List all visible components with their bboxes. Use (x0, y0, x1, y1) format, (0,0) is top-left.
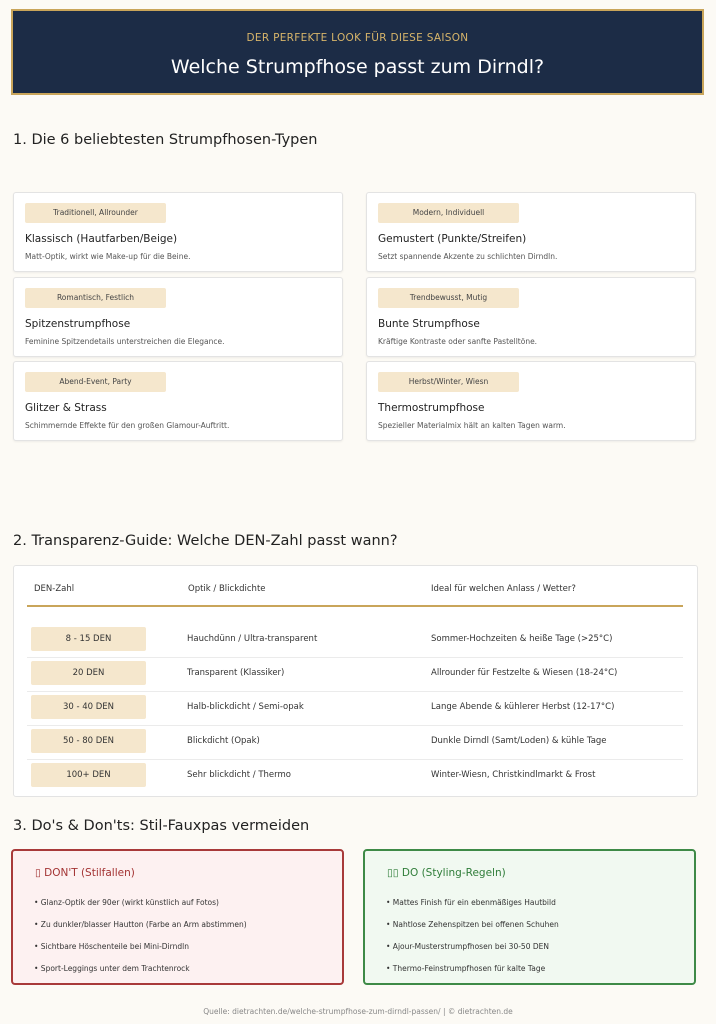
table-cell-anlass: Sommer-Hochzeiten & heiße Tage (>25°C) (431, 634, 613, 644)
den-badge: 100+ DEN (31, 763, 146, 787)
table-cell-optik: Halb-blickdicht / Semi-opak (187, 702, 304, 712)
header-banner (11, 9, 704, 95)
do-item: • Mattes Finish für ein ebenmäßiges Hautbild (386, 898, 556, 907)
card-title: Bunte Strumpfhose (378, 318, 480, 330)
den-badge: 50 - 80 DEN (31, 729, 146, 753)
table-header-optik: Optik / Blickdichte (188, 584, 266, 594)
table-row (14, 760, 699, 794)
do-item: • Thermo-Feinstrumpfhosen für kalte Tage (386, 964, 546, 973)
section-1-title: 1. Die 6 beliebtesten Strumpfhosen-Typen (13, 132, 318, 148)
card-title: Klassisch (Hautfarben/Beige) (25, 233, 178, 245)
card-desc: Spezieller Materialmix hält an kalten Tagen warm. (378, 421, 566, 430)
den-table (13, 565, 698, 797)
table-cell-anlass: Winter-Wiesn, Christkindlmarkt & Frost (431, 770, 596, 780)
dont-item: • Sichtbare Höschenteile bei Mini-Dirndln (34, 942, 189, 951)
table-row (14, 692, 699, 726)
card-title: Gemustert (Punkte/Streifen) (378, 233, 527, 245)
table-cell-optik: Hauchdünn / Ultra-transparent (187, 634, 318, 644)
den-badge: 30 - 40 DEN (31, 695, 146, 719)
table-header-rule (27, 605, 683, 607)
card-badge: Trendbewusst, Mutig (378, 288, 519, 308)
section-2-title: 2. Transparenz-Guide: Welche DEN-Zahl passt wann? (13, 533, 398, 549)
type-card (366, 192, 696, 272)
card-desc: Setzt spannende Akzente zu schlichten Dirndln. (378, 252, 558, 261)
dont-item: • Sport-Leggings unter dem Trachtenrock (34, 964, 190, 973)
card-badge: Modern, Individuell (378, 203, 519, 223)
do-panel (363, 849, 696, 985)
source-footer: Quelle: dietrachten.de/welche-strumpfhose-zum-dirndl-passen/ | © dietrachten.de (203, 1007, 513, 1016)
card-desc: Kräftige Kontraste oder sanfte Pastelltöne. (378, 337, 538, 346)
table-header-den: DEN-Zahl (34, 584, 75, 594)
card-title: Glitzer & Strass (25, 402, 107, 414)
table-cell-optik: Transparent (Klassiker) (187, 668, 285, 678)
table-cell-anlass: Dunkle Dirndl (Samt/Loden) & kühle Tage (431, 736, 607, 746)
card-desc: Feminine Spitzendetails unterstreichen die Elegance. (25, 337, 225, 346)
card-badge: Romantisch, Festlich (25, 288, 166, 308)
type-card (366, 361, 696, 441)
do-item: • Ajour-Musterstrumpfhosen bei 30-50 DEN (386, 942, 549, 951)
type-card (13, 361, 343, 441)
dont-item: • Zu dunkler/blasser Hautton (Farbe an Arm abstimmen) (34, 920, 247, 929)
table-cell-anlass: Lange Abende & kühlerer Herbst (12-17°C) (431, 702, 615, 712)
den-badge: 8 - 15 DEN (31, 627, 146, 651)
do-item: • Nahtlose Zehenspitzen bei offenen Schuhen (386, 920, 559, 929)
type-card (13, 277, 343, 357)
table-row (14, 658, 699, 692)
table-cell-optik: Sehr blickdicht / Thermo (187, 770, 291, 780)
table-header-anlass: Ideal für welchen Anlass / Wetter? (431, 584, 576, 594)
card-title: Thermostrumpfhose (378, 402, 485, 414)
table-row (14, 726, 699, 760)
den-badge: 20 DEN (31, 661, 146, 685)
header-kicker: DER PERFEKTE LOOK FÜR DIESE SAISON (246, 32, 469, 44)
dont-panel (11, 849, 344, 985)
section-3-title: 3. Do's & Don'ts: Stil-Fauxpas vermeiden (13, 818, 310, 834)
type-card (366, 277, 696, 357)
card-desc: Matt-Optik, wirkt wie Make-up für die Beine. (25, 252, 191, 261)
table-cell-optik: Blickdicht (Opak) (187, 736, 260, 746)
dont-title: ▯ DON'T (Stilfallen) (35, 867, 135, 879)
card-badge: Abend-Event, Party (25, 372, 166, 392)
type-card (13, 192, 343, 272)
card-title: Spitzenstrumpfhose (25, 318, 131, 330)
page-title: Welche Strumpfhose passt zum Dirndl? (170, 56, 545, 78)
card-badge: Herbst/Winter, Wiesn (378, 372, 519, 392)
table-cell-anlass: Allrounder für Festzelte & Wiesen (18-24°C) (431, 668, 618, 678)
do-title: ▯▯ DO (Styling-Regeln) (387, 867, 506, 879)
table-row (14, 624, 699, 658)
card-badge: Traditionell, Allrounder (25, 203, 166, 223)
card-desc: Schimmernde Effekte für den großen Glamour-Auftritt. (25, 421, 230, 430)
dont-item: • Glanz-Optik der 90er (wirkt künstlich auf Fotos) (34, 898, 219, 907)
